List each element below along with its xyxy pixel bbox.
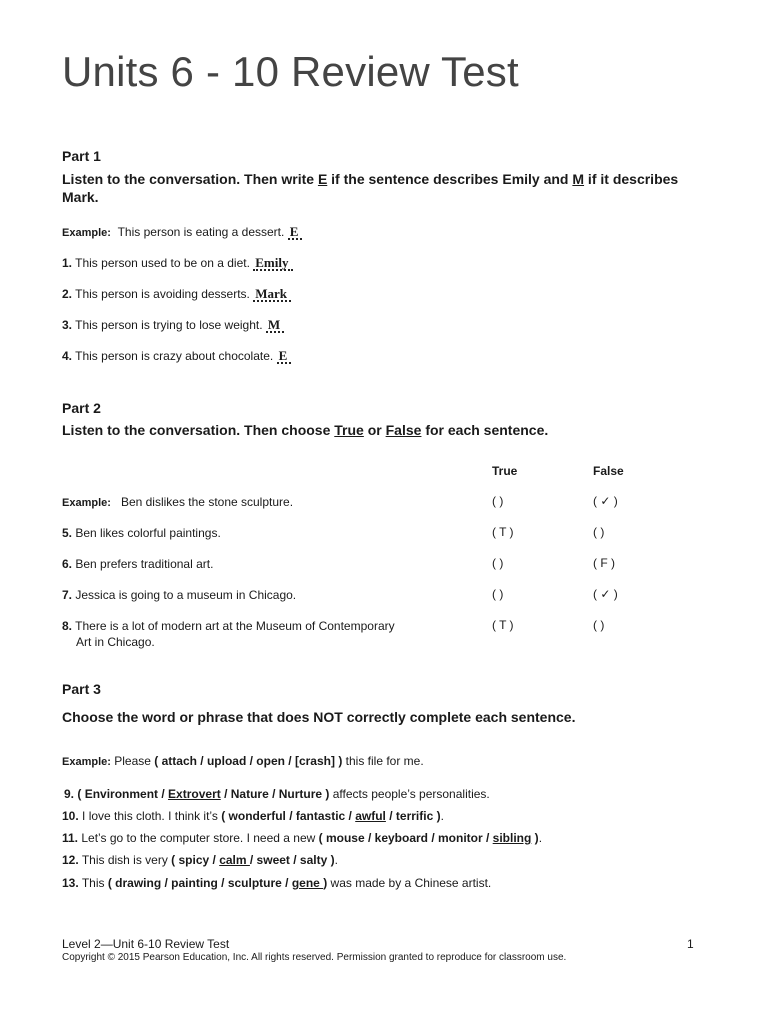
part1-instructions <box>62 170 702 206</box>
part1-item-2 <box>62 287 291 302</box>
item-number: 6. <box>62 557 73 571</box>
item-text: was made by a Chinese artist. <box>327 876 492 890</box>
answer-field[interactable]: Emily <box>253 256 292 271</box>
choices: ( mouse / keyboard / monitor / <box>318 831 493 845</box>
item-text: . <box>538 831 543 845</box>
instr-false: False <box>385 422 422 438</box>
item-text: This person is avoiding desserts. <box>75 287 250 301</box>
instr-emily-letter: E <box>317 171 328 187</box>
item-text: Ben prefers traditional art. <box>75 557 214 571</box>
part2-example <box>62 494 293 511</box>
true-box[interactable]: ( ) <box>492 556 504 570</box>
false-box[interactable]: ( ✓ ) <box>593 587 618 601</box>
false-box[interactable]: ( ) <box>593 618 605 632</box>
footer-copyright: Copyright © 2015 Pearson Education, Inc. All rights reserved. Permission granted to reproduce for classroom use. <box>62 952 567 963</box>
column-true-header: True <box>492 464 518 478</box>
item-text: This person is crazy about chocolate. <box>75 349 274 363</box>
instr-text: Listen to the conversation. Then write <box>62 171 318 187</box>
instr-true: True <box>334 422 364 438</box>
choices: ( wonderful / fantastic / <box>221 809 356 823</box>
example-text: Ben dislikes the stone sculpture. <box>120 495 294 509</box>
part2-item-5 <box>62 525 221 541</box>
item-text: This person is trying to lose weight. <box>75 318 263 332</box>
instr-text: if the sentence describes Emily and <box>327 171 573 187</box>
item-text: affects people’s personalities. <box>329 787 490 801</box>
instr-text: Listen to the conversation. Then choose <box>62 422 335 438</box>
item-text: There is a lot of modern art at the Museum of Contemporary <box>75 619 395 633</box>
item-number: 9. <box>64 787 75 801</box>
part3-item-12 <box>62 853 338 867</box>
item-text: This <box>81 876 108 890</box>
choices: / sweet / salty ) <box>249 853 335 867</box>
part3-instructions: Choose the word or phrase that does NOT correctly complete each sentence. <box>62 709 576 725</box>
selected-answer[interactable]: sibling <box>492 831 532 845</box>
item-number: 4. <box>62 349 73 363</box>
part2-heading: Part 2 <box>62 400 101 416</box>
example-label: Example: <box>62 227 111 239</box>
item-number: 3. <box>62 318 73 332</box>
example-true-box: ( ) <box>492 494 504 508</box>
true-box[interactable]: ( T ) <box>492 618 514 632</box>
part3-heading: Part 3 <box>62 681 101 697</box>
item-number: 11. <box>62 831 79 845</box>
part2-item-8 <box>62 618 395 650</box>
part2-instructions <box>62 421 702 439</box>
choices: ) <box>323 876 328 890</box>
selected-answer[interactable]: calm <box>219 853 250 867</box>
choices: ( Environment / <box>77 787 169 801</box>
instr-text: or <box>363 422 386 438</box>
answer-field[interactable]: Mark <box>253 287 291 302</box>
item-number: 5. <box>62 526 73 540</box>
choices: / terrific ) <box>385 809 441 823</box>
item-number: 8. <box>62 619 73 633</box>
selected-answer[interactable]: Extrovert <box>168 787 221 801</box>
footer-title: Level 2—Unit 6-10 Review Test <box>62 937 230 951</box>
part3-item-10 <box>62 809 444 823</box>
example-text: this file for me. <box>342 754 424 768</box>
part2-item-7 <box>62 587 296 603</box>
example-false-box: ( ✓ ) <box>593 494 618 508</box>
part1-example <box>62 225 302 241</box>
item-number: 7. <box>62 588 73 602</box>
example-choices: ( attach / upload / open / [crash] ) <box>154 754 343 768</box>
example-label: Example: <box>62 497 111 509</box>
choices: ( spicy / <box>171 853 220 867</box>
part3-example <box>62 754 424 768</box>
part1-heading: Part 1 <box>62 148 101 164</box>
item-text: Ben likes colorful paintings. <box>75 526 221 540</box>
instr-text: if it describes Mark. <box>62 171 679 205</box>
item-text: This person used to be on a diet. <box>75 256 250 270</box>
item-text: This dish is very <box>81 853 172 867</box>
item-number: 2. <box>62 287 73 301</box>
item-text: I love this cloth. I think it’s <box>82 809 222 823</box>
item-number: 13. <box>62 876 79 890</box>
part3-item-9 <box>64 787 490 801</box>
instr-text: for each sentence. <box>421 422 549 438</box>
page-number: 1 <box>687 937 694 951</box>
part1-item-3 <box>62 318 284 333</box>
item-number: 1. <box>62 256 73 270</box>
example-answer: E <box>288 225 303 240</box>
part2-item-6 <box>62 556 213 572</box>
item-text: Let’s go to the computer store. I need a new <box>81 831 319 845</box>
item-text: . <box>334 853 338 867</box>
column-false-header: False <box>593 464 624 478</box>
item-number: 10. <box>62 809 79 823</box>
part3-item-11 <box>62 831 542 845</box>
answer-field[interactable]: E <box>277 349 292 364</box>
choices: ) <box>531 831 539 845</box>
page-title: Units 6 - 10 Review Test <box>62 48 519 95</box>
part3-item-13 <box>62 876 491 890</box>
instr-mark-letter: M <box>572 171 585 187</box>
item-number: 12. <box>62 853 79 867</box>
example-text: This person is eating a dessert. <box>117 225 285 239</box>
example-label: Example: <box>62 756 111 768</box>
example-text: Please <box>114 754 155 768</box>
true-box[interactable]: ( T ) <box>492 525 514 539</box>
choices: / Nature / Nurture ) <box>220 787 330 801</box>
true-box[interactable]: ( ) <box>492 587 504 601</box>
part1-item-1 <box>62 256 293 271</box>
item-text: . <box>440 809 444 823</box>
item-text-continued: Art in Chicago. <box>76 635 155 649</box>
answer-field[interactable]: M <box>266 318 284 333</box>
false-box[interactable]: ( F ) <box>593 556 615 570</box>
selected-answer[interactable]: awful <box>355 809 386 823</box>
item-text: Jessica is going to a museum in Chicago. <box>75 588 297 602</box>
part1-item-4 <box>62 349 291 364</box>
selected-answer[interactable]: gene <box>291 876 324 890</box>
choices: ( drawing / painting / sculpture / <box>107 876 292 890</box>
false-box[interactable]: ( ) <box>593 525 605 539</box>
